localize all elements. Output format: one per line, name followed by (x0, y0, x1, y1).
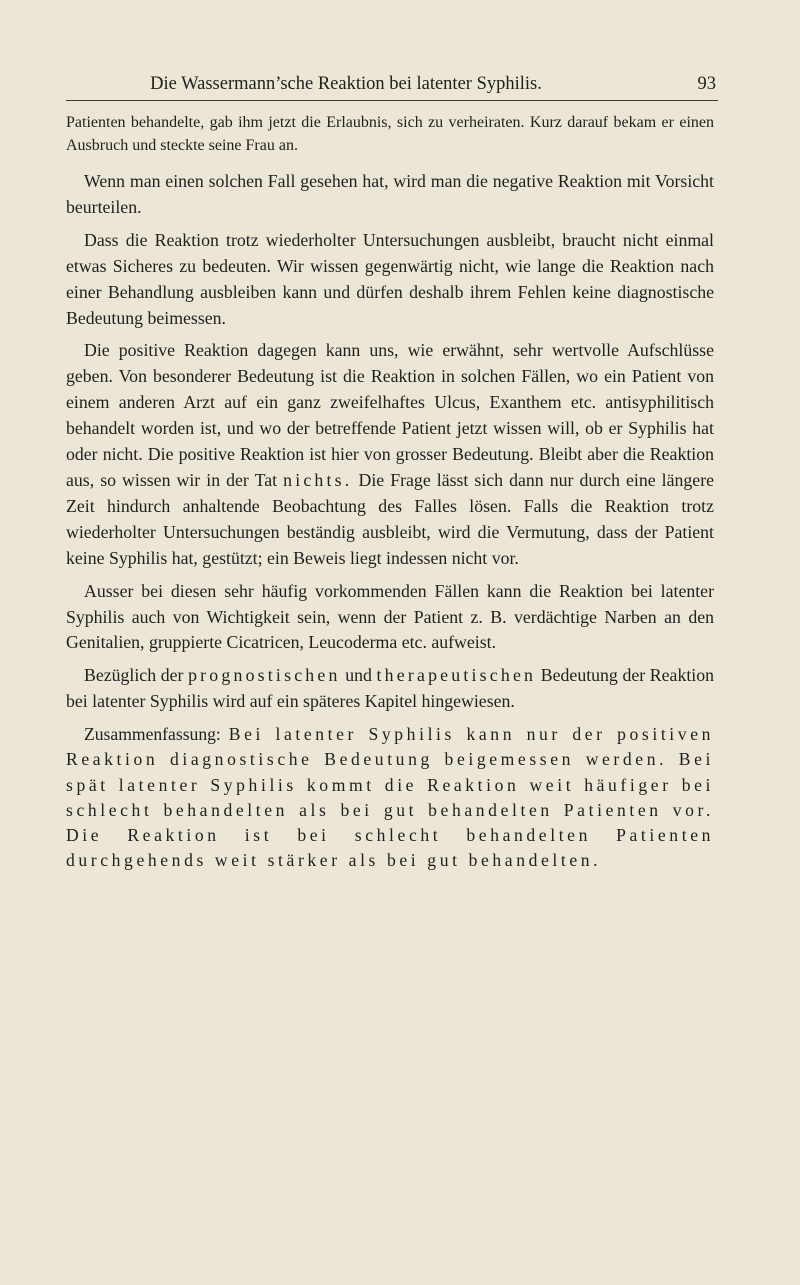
paragraph-6-text-mid: und (345, 665, 372, 686)
paragraph-6-text-b: Bedeutung der Reaktion bei latenter Syphilis wird auf ein späteres Kapitel hingewiesen. (66, 665, 715, 712)
summary-label: Zusammenfassung: (84, 724, 221, 745)
paragraph-5: Ausser bei diesen sehr häufig vorkommenden Fällen kann die Reaktion bei latenter Syphilis auch von Wichtigkeit sein, wenn der Patient z. B. verdächtige Narben an den Genitalien, gruppierte Cicatricen, Leucoderma etc. aufweist. (66, 580, 714, 653)
summary-paragraph (66, 722, 714, 873)
page-number: 93 (697, 74, 716, 94)
paragraph-4 (66, 338, 714, 571)
paragraph-6-text-a: Bezüglich der (84, 665, 184, 686)
body-text (66, 111, 714, 873)
paragraph-3: Dass die Reaktion trotz wiederholter Untersuchungen ausbleibt, braucht nicht einmal etwas Sicheres zu bedeuten. Wir wissen gegenwärtig nicht, wie lange die Reaktion nach einer Behandlung ausbleiben kann und dürfen deshalb ihrem Fehlen keine diagnostische Bedeutung beimessen. (66, 229, 714, 328)
running-head (66, 74, 716, 102)
header-rule (66, 100, 718, 101)
paragraph-1: Patienten behandelte, gab ihm jetzt die Erlaubnis, sich zu verheiraten. Kurz darauf bekam er einen Ausbruch und steckte seine Frau an. (66, 114, 714, 154)
paragraph-2: Wenn man einen solchen Fall gesehen hat, wird man die negative Reaktion mit Vorsicht beurteilen. (66, 171, 714, 217)
paragraph-4-text-a: Die positive Reaktion dagegen kann uns, wie erwähnt, sehr wertvolle Aufschlüsse geben. Von besonderer Bedeutung ist die Reaktion in solchen Fällen, wo ein Patient von einem anderen Arzt auf ein ganz zweifelhaftes Ulcus, Exanthem etc. antisyphilitisch behandelt worden ist, und wo der betreffende Patient jetzt wissen will, ob er Syphilis hat oder nicht. Die positive Reaktion ist hier von grosser Bedeutung. Bleibt aber die Reaktion aus, so wissen wir in der Tat (66, 340, 714, 490)
emphasis-prognostischen: prognostischen (188, 665, 341, 686)
emphasis-nichts: nichts. (283, 469, 353, 490)
emphasis-therapeutischen: therapeutischen (376, 665, 537, 686)
running-title: Die Wassermann’sche Reaktion bei latenter Syphilis. (150, 74, 542, 94)
summary-spaced-text: Bei latenter Syphilis kann nur der positiven Reaktion diagnostische Bedeutung beigemessen werden. Bei spät latenter Syphilis kommt die Reaktion weit häufiger bei schlecht behandelten als bei gut behandelten Patienten vor. Die Reaktion ist bei schlecht behandelten Patienten durchgehends weit stärker als bei gut behandelten. (66, 724, 715, 871)
paragraph-6 (66, 663, 714, 715)
paragraph-4-text-b: Die Frage lässt sich dann nur durch eine längere Zeit hindurch anhaltende Beobachtung des Falles lösen. Falls die Reaktion trotz wiederholter Untersuchungen beständig ausbleibt, wird die Vermutung, dass der Patient keine Syphilis hat, gestützt; ein Beweis liegt indessen nicht vor. (66, 469, 715, 568)
